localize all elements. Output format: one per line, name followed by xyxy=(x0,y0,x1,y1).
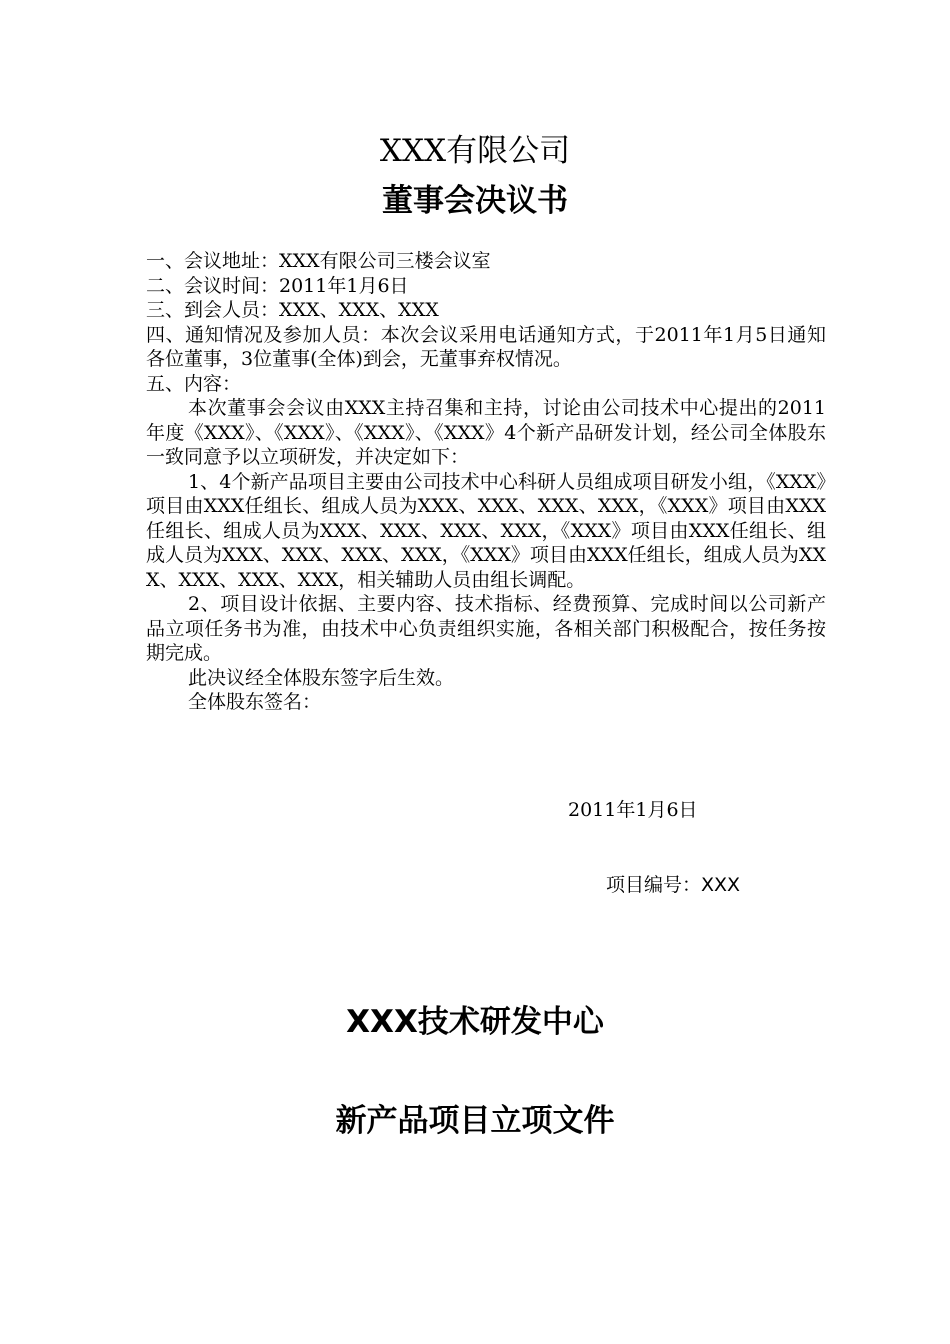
content-point-2: 2、项目设计依据、主要内容、技术指标、经费预算、完成时间以公司新产品立项任务书为准，由技术中心负责组织实施，各相关部门积极配合，按任务按期完成。 xyxy=(146,593,826,664)
resolution-body xyxy=(146,249,826,715)
resolution-title: 董事会决议书 xyxy=(382,183,568,219)
effective-statement: 此决议经全体股东签字后生效。 xyxy=(188,666,455,689)
content-heading: 五、内容： xyxy=(146,372,242,395)
company-title: XXX有限公司 xyxy=(379,133,571,169)
signature-label: 全体股东签名： xyxy=(188,691,322,713)
resolution-date: 2011年1月6日 xyxy=(568,799,698,821)
cover-file-title: 新产品项目立项文件 xyxy=(335,1103,615,1139)
content-intro: 本次董事会会议由XXX主持召集和主持，讨论由公司技术中心提出的2011年度《XXX》、《XXX》、《XXX》、《XXX》4个新产品研发计划，经公司全体股东一致同意予以立项研发，并决定如下： xyxy=(146,397,826,468)
cover-center-name: XXX技术研发中心 xyxy=(346,1004,604,1040)
meeting-notice: 四、通知情况及参加人员：本次会议采用电话通知方式，于2011年1月5日通知各位董事，3位董事(全体)到会，无董事弃权情况。 xyxy=(146,323,826,370)
meeting-attendees: 三、到会人员：XXX、XXX、XXX xyxy=(146,299,439,321)
content-point-1: 1、4个新产品项目主要由公司技术中心科研人员组成项目研发小组，《XXX》项目由XXX任组长、组成人员为XXX、XXX、XXX、XXX，《XXX》项目由XXX任组长、组成人员为XXX、XXX、XXX、XXX，《XXX》项目由XXX任组长、组成人员为XXX、XXX、XXX、XXX，《XXX》项目由XXX任组长，组成人员为XXX、XXX、XXX、XXX，相关辅助人员由组长调配。 xyxy=(146,470,826,591)
project-number: 项目编号：XXX xyxy=(606,874,741,896)
meeting-time: 二、会议时间：2011年1月6日 xyxy=(146,274,409,297)
meeting-location: 一、会议地址：XXX有限公司三楼会议室 xyxy=(146,250,491,272)
